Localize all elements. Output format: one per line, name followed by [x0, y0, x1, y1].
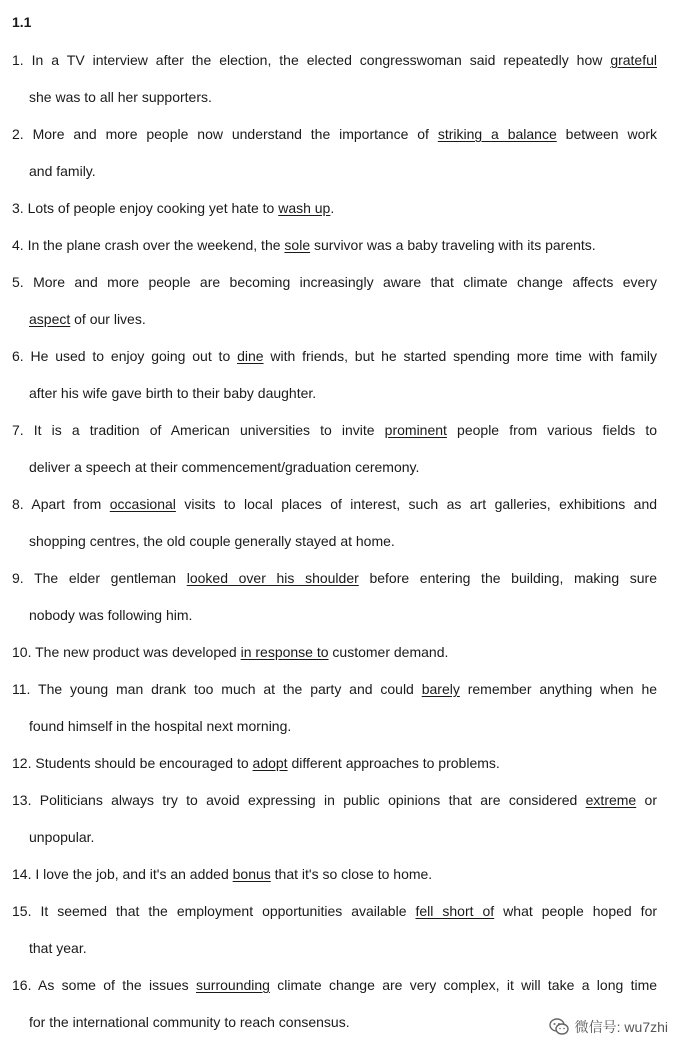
sentence-number: 3. [12, 200, 24, 216]
highlighted-term: fell short of [415, 903, 495, 919]
sentence-text: after his wife gave birth to their baby daughter. [29, 385, 317, 401]
sentence-text: climate change are very complex, it will take a long time [277, 977, 658, 993]
highlighted-term: sole [284, 237, 311, 253]
sentence-text: It is a tradition of American universities to invite [33, 422, 375, 438]
sentence-line-continued [29, 161, 657, 181]
sentence-text: Politicians always try to avoid expressing in public opinions that are considered [39, 792, 578, 808]
sentence-number: 13. [12, 792, 32, 808]
sentence-text: found himself in the hospital next morning. [29, 718, 292, 734]
sentence-line-continued [29, 938, 657, 958]
sentence-text: of our lives. [74, 311, 146, 327]
sentence-line [12, 124, 657, 144]
sentence-number: 4. [12, 237, 24, 253]
watermark-text: 微信号: wu7zhi [574, 1019, 668, 1035]
sentence-text: with friends, but he started spending more time with family [270, 348, 658, 364]
sentence-text: nobody was following him. [29, 607, 193, 623]
sentence-line [12, 235, 657, 255]
sentence-number: 10. [12, 644, 32, 660]
sentence-text: The young man drank too much at the party and could [38, 681, 414, 697]
sentence-number: 6. [12, 348, 24, 364]
sentence-text: The new product was developed [35, 644, 237, 660]
sentence-number: 14. [12, 866, 32, 882]
sentence-text: between work [565, 126, 658, 142]
highlighted-term: grateful [610, 52, 658, 68]
sentence-text: and family. [29, 163, 96, 179]
highlighted-term: barely [421, 681, 460, 697]
sentence-number: 11. [12, 681, 31, 697]
sentence-text: unpopular. [29, 829, 95, 845]
sentence-text: Students should be encouraged to [35, 755, 249, 771]
sentence-line-continued [29, 827, 657, 847]
sentence-line-continued [29, 716, 657, 736]
sentence-text: that year. [29, 940, 87, 956]
sentence-text: In the plane crash over the weekend, the [27, 237, 281, 253]
sentence-line [12, 50, 657, 70]
sentence-text: As some of the issues [38, 977, 189, 993]
sentence-line [12, 975, 657, 995]
highlighted-term: aspect [29, 311, 71, 327]
sentence-text: I love the job, and it's an added [35, 866, 229, 882]
sentence-line-continued [29, 383, 657, 403]
sentence-text: shopping centres, the old couple generally stayed at home. [29, 533, 395, 549]
sentence-number: 12. [12, 755, 32, 771]
sentence-line [12, 642, 657, 662]
highlighted-term: surrounding [196, 977, 270, 993]
sentence-line-continued [29, 457, 657, 477]
sentence-text: remember anything when he [467, 681, 658, 697]
sentence-number: 5. [12, 274, 24, 290]
sentence-number: 8. [12, 496, 24, 512]
sentence-text: In a TV interview after the election, the elected congresswoman said repeatedly how [31, 52, 603, 68]
sentence-line-continued [29, 87, 657, 107]
highlighted-term: striking a balance [437, 126, 557, 142]
sentence-text: for the international community to reach consensus. [29, 1014, 350, 1030]
wechat-icon [549, 1018, 569, 1036]
sentence-text: people from various fields to [457, 422, 658, 438]
sentence-text: Apart from [31, 496, 102, 512]
sentence-text: It seemed that the employment opportunities available [40, 903, 407, 919]
sentence-text: More and more people now understand the importance of [32, 126, 429, 142]
sentence-text: visits to local places of interest, such as art galleries, exhibitions and [184, 496, 658, 512]
sentence-text: or [644, 792, 657, 808]
sentence-line [12, 753, 657, 773]
highlighted-term: wash up [278, 200, 331, 216]
sentence-text: More and more people are becoming increasingly aware that climate change affects every [33, 274, 657, 290]
highlighted-term: prominent [384, 422, 447, 438]
sentence-number: 7. [12, 422, 24, 438]
sentence-number: 2. [12, 126, 24, 142]
sentence-text: different approaches to problems. [291, 755, 500, 771]
sentence-line [12, 198, 657, 218]
highlighted-term: occasional [109, 496, 176, 512]
sentence-text: that it's so close to home. [274, 866, 433, 882]
sentence-number: 9. [12, 570, 24, 586]
sentence-text: she was to all her supporters. [29, 89, 212, 105]
sentence-text: The elder gentleman [34, 570, 177, 586]
highlighted-term: bonus [232, 866, 271, 882]
sentence-line [12, 679, 657, 699]
sentence-text: deliver a speech at their commencement/graduation ceremony. [29, 459, 420, 475]
highlighted-term: looked over his shoulder [186, 570, 359, 586]
sentence-text: before entering the building, making sure [369, 570, 658, 586]
sentence-text: . [330, 200, 335, 216]
sentence-line [12, 864, 657, 884]
sentence-line-continued [29, 531, 657, 551]
sentence-text: survivor was a baby traveling with its parents. [314, 237, 596, 253]
sentence-line [12, 272, 657, 292]
sentence-number: 1. [12, 52, 24, 68]
highlighted-term: in response to [240, 644, 329, 660]
sentence-text: what people hoped for [503, 903, 658, 919]
highlighted-term: adopt [252, 755, 288, 771]
sentence-number: 15. [12, 903, 32, 919]
sentence-line-continued [29, 309, 657, 329]
highlighted-term: dine [237, 348, 264, 364]
sentence-line [12, 420, 657, 440]
highlighted-term: extreme [585, 792, 637, 808]
sentence-line [12, 494, 657, 514]
wechat-watermark [549, 1017, 668, 1037]
sentence-line [12, 901, 657, 921]
sentence-line-continued [29, 605, 657, 625]
section-heading: 1.1 [12, 14, 32, 30]
sentence-number: 16. [12, 977, 32, 993]
sentence-line [12, 568, 657, 588]
sentence-text: He used to enjoy going out to [30, 348, 231, 364]
sentence-text: customer demand. [332, 644, 449, 660]
sentence-line [12, 790, 657, 810]
sentence-text: Lots of people enjoy cooking yet hate to [27, 200, 275, 216]
sentence-line [12, 346, 657, 366]
